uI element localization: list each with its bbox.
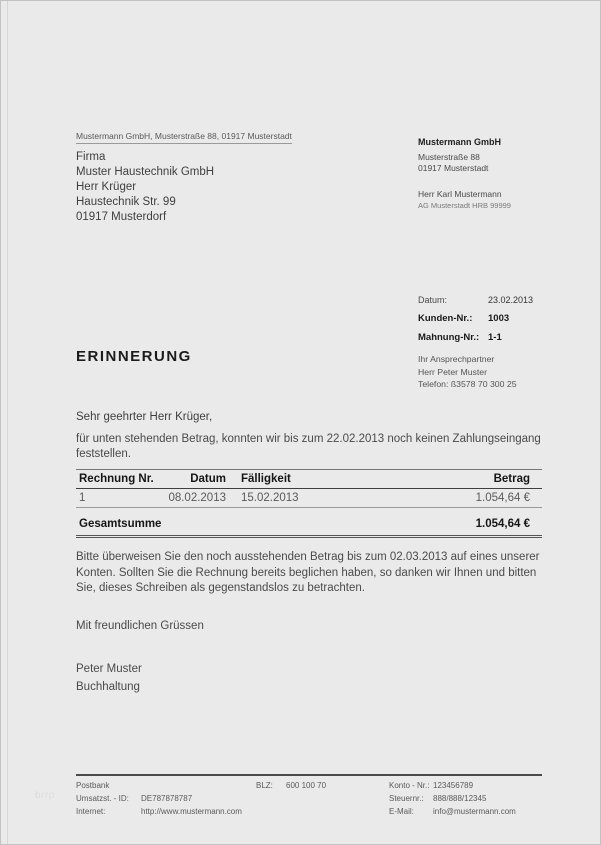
email-value: info@mustermann.com xyxy=(433,807,516,816)
account-number-value: 123456789 xyxy=(433,781,474,790)
company-street: Musterstraße 88 xyxy=(418,151,480,162)
customer-number-value: 1003 xyxy=(488,313,510,324)
cell-invoice-number: 1 xyxy=(79,492,86,504)
meta-reminder-row xyxy=(418,332,588,343)
faint-watermark: brrp xyxy=(35,790,55,801)
payment-request-paragraph: Bitte überweisen Sie den noch ausstehenden Betrag bis zum 02.03.2013 auf eines unserer Konten. Sollten Sie die Rechnung bereits beglichen haben, so danken wir Ihnen und bitten Sie, dieses Schreiben als gegenstandslos zu betrachten. xyxy=(76,551,540,594)
recipient-line: Firma xyxy=(76,151,106,163)
internet-label: Internet: xyxy=(76,807,106,816)
recipient-line: Haustechnik Str. 99 xyxy=(76,196,176,208)
date-label: Datum: xyxy=(418,295,448,305)
cell-due-date: 15.02.2013 xyxy=(241,492,299,504)
customer-number-label: Kunden-Nr.: xyxy=(418,313,473,324)
date-value: 23.02.2013 xyxy=(488,295,534,305)
tax-number-value: 888/888/12345 xyxy=(433,794,487,803)
vat-id-value: DE787878787 xyxy=(141,794,193,803)
header-amount: Betrag xyxy=(493,473,530,485)
footer-row-tax xyxy=(76,794,542,807)
contact-name: Herr Peter Muster xyxy=(418,366,488,377)
footer-row-bank xyxy=(76,781,542,794)
recipient-line: 01917 Musterdorf xyxy=(76,211,167,223)
tax-number-label: Steuernr.: xyxy=(389,794,424,803)
total-label: Gesamtsumme xyxy=(79,518,162,530)
email-label: E-Mail: xyxy=(389,807,414,816)
table-header-row xyxy=(76,470,542,489)
recipient-line: Muster Haustechnik GmbH xyxy=(76,166,215,178)
table-total-row xyxy=(76,508,542,537)
blz-value: 600 100 70 xyxy=(286,781,327,790)
company-name: Mustermann GmbH xyxy=(418,137,502,147)
footer-block xyxy=(76,774,542,820)
closing-greeting: Mit freundlichen Grüssen xyxy=(76,620,204,632)
recipient-address-block xyxy=(76,150,214,225)
vat-id-label: Umsatzst. - ID: xyxy=(76,794,129,803)
meta-customer-row xyxy=(418,313,588,324)
signer-name: Peter Muster xyxy=(76,663,142,675)
meta-date-row xyxy=(418,295,588,305)
contact-person-block xyxy=(418,353,588,391)
blz-label: BLZ: xyxy=(256,781,273,790)
company-register: AG Musterstadt HRB 99999 xyxy=(418,201,511,210)
reminder-number-label: Mahnung-Nr.: xyxy=(418,332,480,343)
footer-row-web xyxy=(76,807,542,820)
letter-meta-block xyxy=(418,295,588,391)
signer-role: Buchhaltung xyxy=(76,681,140,693)
header-due-date: Fälligkeit xyxy=(241,473,291,485)
salutation: Sehr geehrter Herr Krüger, xyxy=(76,411,213,423)
total-value: 1.054,64 € xyxy=(475,518,530,530)
table-row xyxy=(76,489,542,508)
invoice-table xyxy=(76,469,542,538)
cell-amount: 1.054,64 € xyxy=(475,492,530,504)
header-invoice-number: Rechnung Nr. xyxy=(79,473,154,485)
contact-phone: Telefon: ß3578 70 300 25 xyxy=(418,379,517,389)
bank-name: Postbank xyxy=(76,781,110,790)
reminder-number-value: 1-1 xyxy=(488,332,502,343)
internet-value: http://www.mustermann.com xyxy=(141,807,242,816)
company-info-block xyxy=(418,137,511,212)
document-title: ERINNERUNG xyxy=(76,348,192,365)
header-date: Datum xyxy=(190,473,226,485)
intro-paragraph: für unten stehenden Betrag, konnten wir bis zum 22.02.2013 noch keinen Zahlungseingang feststellen. xyxy=(76,433,541,460)
company-contact: Herr Karl Mustermann xyxy=(418,188,502,199)
cell-date: 08.02.2013 xyxy=(168,492,226,504)
account-number-label: Konto - Nr.: xyxy=(389,781,430,790)
signature-block xyxy=(76,660,142,696)
recipient-line: Herr Krüger xyxy=(76,181,137,193)
contact-intro: Ihr Ansprechpartner xyxy=(418,354,495,364)
sender-return-address: Mustermann GmbH, Musterstraße 88, 01917 Musterstadt xyxy=(76,131,292,144)
company-city: 01917 Musterstadt xyxy=(418,163,489,173)
